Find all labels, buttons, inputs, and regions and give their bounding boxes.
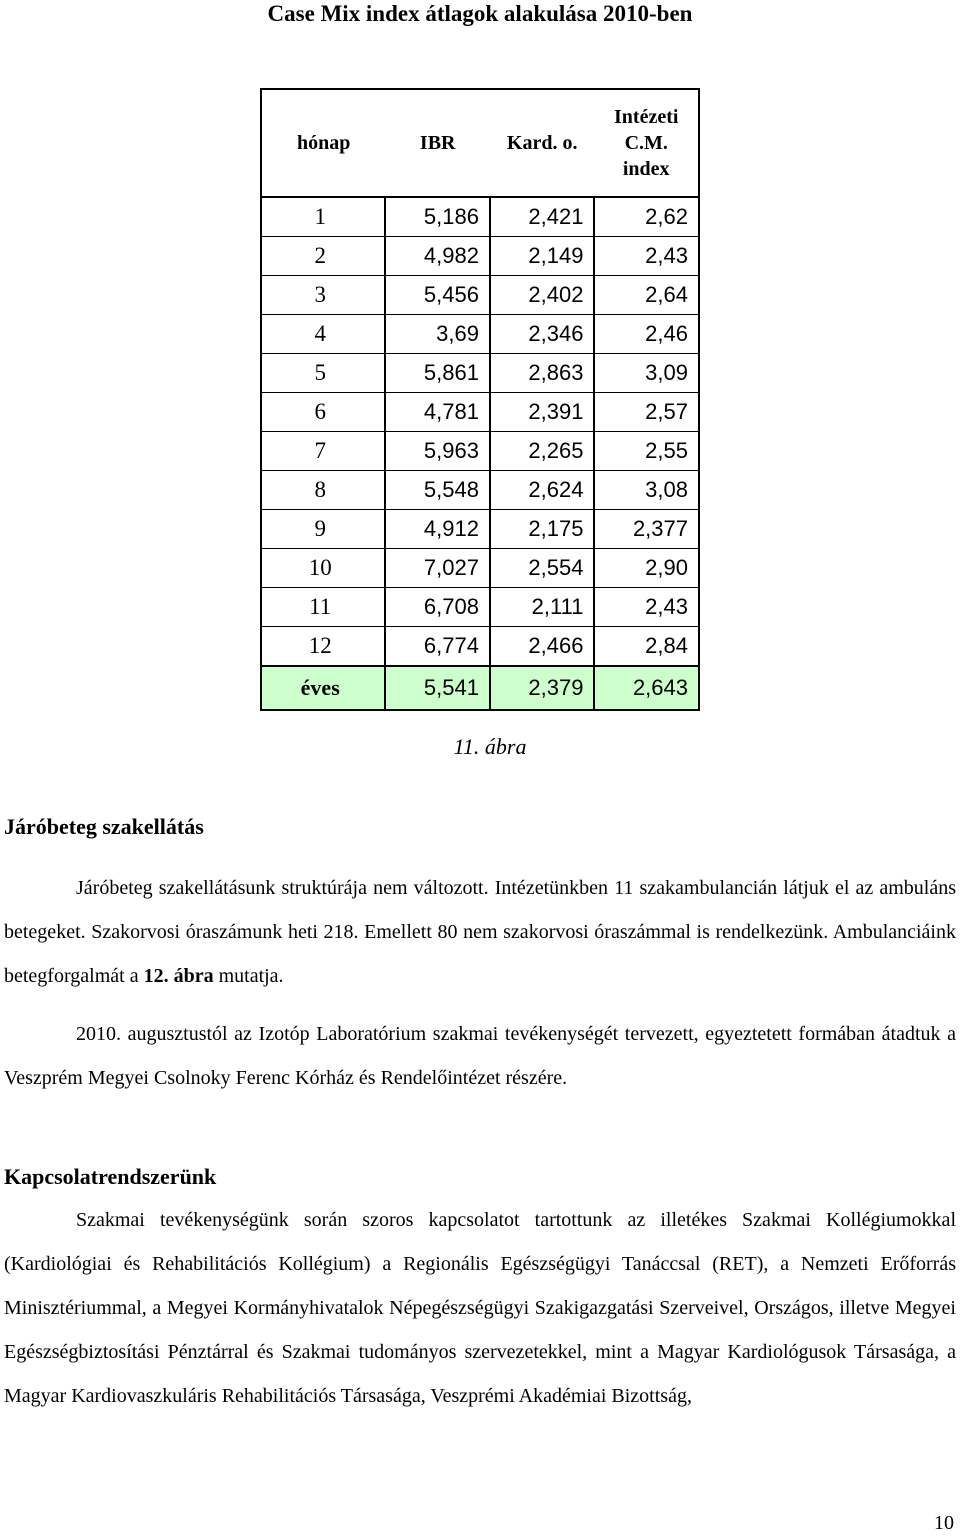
header-intezeti-line2: C.M. [624,132,668,154]
month-cell: 11 [261,588,385,627]
ibr-cell: 3,69 [385,315,490,354]
page-number: 10 [934,1512,954,1534]
table-header-row [261,89,699,197]
page-title: Case Mix index átlagok alakulása 2010-ben [267,1,693,26]
table-row [261,510,699,549]
intezeti-cell: 2,84 [594,627,699,667]
kard-cell: 2,863 [490,354,595,393]
total-month-cell: éves [261,666,385,710]
kard-cell: 2,466 [490,627,595,667]
table-row [261,276,699,315]
ibr-cell: 5,548 [385,471,490,510]
paragraph-jarobeteg-1-end: mutatja. [213,965,284,987]
ibr-cell: 5,963 [385,432,490,471]
intezeti-cell: 2,90 [594,549,699,588]
intezeti-cell: 2,43 [594,237,699,276]
month-cell: 8 [261,471,385,510]
month-cell: 12 [261,627,385,667]
header-kard: Kard. o. [506,132,578,154]
ibr-cell: 4,781 [385,393,490,432]
ibr-cell: 7,027 [385,549,490,588]
paragraph-jarobeteg-1 [4,866,956,998]
kard-cell: 2,554 [490,549,595,588]
table-row [261,432,699,471]
table-row [261,393,699,432]
table-row [261,588,699,627]
header-intezeti-line3: index [622,158,670,180]
figure-reference: 12. ábra [143,965,214,987]
paragraph-jarobeteg-2-text: 2010. augusztustól az Izotóp Laboratórium szakmai tevékenységét tervezett, egyeztetett formában átadtuk a Veszprém Megyei Csolnoky Ferenc Kórház és Rendelőintézet részére. [4,1023,956,1089]
table-row [261,237,699,276]
month-cell: 9 [261,510,385,549]
paragraph-kapcsolat-1 [4,1198,956,1418]
table-total-row [261,666,699,710]
kard-cell: 2,265 [490,432,595,471]
intezeti-cell: 2,43 [594,588,699,627]
table-row [261,627,699,667]
header-intezeti-line1: Intézeti [614,106,679,128]
ibr-cell: 5,861 [385,354,490,393]
month-cell: 5 [261,354,385,393]
kard-cell: 2,149 [490,237,595,276]
paragraph-kapcsolat-1-text: Szakmai tevékenységünk során szoros kapcsolatot tartottunk az illetékes Szakmai Kollégiumokkal (Kardiológiai és Rehabilitációs Kollégium) a Regionális Egészségügyi Tanáccsal (RET), a Nemzeti Erőforrás Minisztériummal, a Megyei Kormányhivatalok Népegészségügyi Szakigazgatási Szerveivel, Országos, illetve Megyei Egészségbiztosítási Pénztárral és Szakmai tudományos szervezetekkel, mint a Magyar Kardiológusok Társasága, a Magyar Kardiovaszkuláris Rehabilitációs Társasága, Veszprémi Akadémiai Bizottság, [4,1209,956,1407]
intezeti-cell: 2,62 [594,197,699,237]
table-row [261,471,699,510]
kard-cell: 2,111 [490,588,595,627]
month-cell: 3 [261,276,385,315]
ibr-cell: 6,708 [385,588,490,627]
intezeti-cell: 3,08 [594,471,699,510]
intezeti-cell: 2,57 [594,393,699,432]
table-row [261,549,699,588]
paragraph-jarobeteg-1-text: Járóbeteg szakellátásunk struktúrája nem változott. Intézetünkben 11 szakambulancián látjuk el az ambuláns betegeket. Szakorvosi óraszámunk heti 218. Emellett 80 nem szakorvosi óraszámmal is rendelkezünk. Ambulanciáink betegforgalmát a [4,877,956,987]
total-ibr-cell: 5,541 [385,666,490,710]
table-row [261,197,699,237]
header-month: hónap [297,132,351,154]
intezeti-cell: 2,64 [594,276,699,315]
section-heading-kapcsolat: Kapcsolatrendszerünk [4,1164,217,1189]
month-cell: 4 [261,315,385,354]
kard-cell: 2,624 [490,471,595,510]
month-cell: 6 [261,393,385,432]
section-heading-jarobeteg: Járóbeteg szakellátás [4,814,204,839]
figure-caption: 11. ábra [453,734,527,759]
table-row [261,354,699,393]
ibr-cell: 4,912 [385,510,490,549]
total-intezeti-cell: 2,643 [632,675,688,700]
month-cell: 10 [261,549,385,588]
kard-cell: 2,175 [490,510,595,549]
ibr-cell: 5,186 [385,197,490,237]
ibr-cell: 4,982 [385,237,490,276]
total-kard-cell: 2,379 [490,666,595,710]
paragraph-jarobeteg-2 [4,1012,956,1100]
kard-cell: 2,421 [490,197,595,237]
ibr-cell: 6,774 [385,627,490,667]
header-intezeti [594,89,699,197]
intezeti-cell: 2,46 [594,315,699,354]
intezeti-cell: 2,377 [594,510,699,549]
kard-cell: 2,391 [490,393,595,432]
month-cell: 2 [261,237,385,276]
kard-cell: 2,346 [490,315,595,354]
header-ibr: IBR [419,132,456,154]
intezeti-cell: 2,55 [594,432,699,471]
intezeti-cell: 3,09 [594,354,699,393]
ibr-cell: 5,456 [385,276,490,315]
table-row [261,315,699,354]
case-mix-table [260,88,700,711]
kard-cell: 2,402 [490,276,595,315]
month-cell: 7 [261,432,385,471]
month-cell: 1 [261,197,385,237]
